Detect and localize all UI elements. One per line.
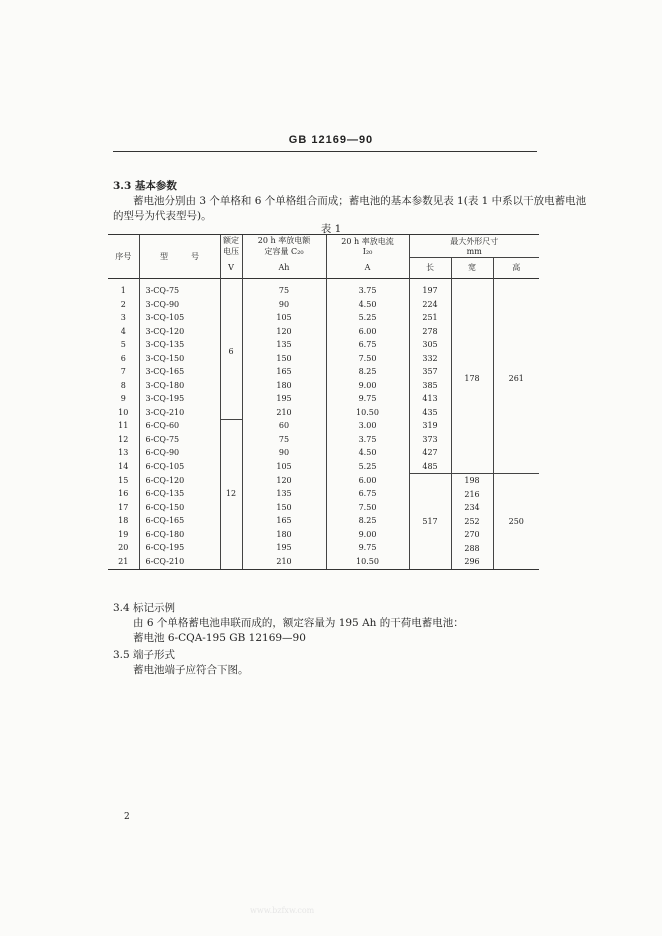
cell-capacity: 135	[242, 487, 326, 501]
header-capacity-line2: 定容量 C₂₀	[264, 247, 304, 256]
cell-current: 5.25	[326, 460, 409, 474]
width-value: 270	[464, 530, 480, 539]
section-3-4-line1: 由 6 个单格蓄电池串联而成的，额定容量为 195 Ah 的干荷电蓄电池：	[133, 617, 464, 629]
cell-capacity: 120	[242, 474, 326, 488]
cell-length: 485	[409, 460, 451, 474]
table-row	[108, 474, 539, 488]
cell-model: 6-CQ-75	[139, 433, 220, 447]
cell-current: 3.00	[326, 419, 409, 433]
cell-no: 13	[118, 448, 129, 457]
header-width: 宽	[451, 257, 493, 278]
cell-no: 6	[120, 353, 126, 363]
header-current-unit: A	[326, 257, 409, 278]
cell-current: 4.50	[326, 298, 409, 312]
header-rule	[113, 151, 537, 152]
cell-current: 10.50	[326, 406, 409, 420]
header-voltage	[220, 235, 242, 258]
cell-model: 6-CQ-165	[139, 514, 220, 528]
cell-length: 197	[409, 284, 451, 298]
cell-width-group2	[451, 474, 493, 570]
cell-current: 9.00	[326, 528, 409, 542]
cell-no: 10	[118, 407, 129, 417]
header-dimensions-unit: mm	[466, 246, 482, 256]
header-height: 高	[493, 257, 539, 278]
cell-capacity: 150	[242, 501, 326, 515]
cell-voltage-group1: 6	[220, 284, 242, 419]
width-value: 252	[464, 516, 480, 526]
cell-no: 16	[118, 489, 129, 499]
cell-no: 14	[118, 461, 129, 471]
section-3-4-heading: 3.4 标记示例	[113, 602, 176, 614]
cell-model: 3-CQ-150	[139, 352, 220, 366]
table-1	[108, 234, 539, 570]
cell-length: 305	[409, 338, 451, 352]
cell-model: 3-CQ-90	[139, 298, 220, 312]
width-value: 234	[464, 503, 480, 512]
cell-model: 6-CQ-120	[139, 474, 220, 488]
cell-length: 427	[409, 446, 451, 460]
cell-length: 373	[409, 433, 451, 447]
cell-current: 9.75	[326, 392, 409, 406]
cell-length: 332	[409, 352, 451, 366]
cell-current: 9.00	[326, 379, 409, 393]
cell-no: 21	[108, 555, 139, 569]
width-value: 288	[464, 543, 480, 553]
cell-no: 5	[120, 340, 126, 349]
cell-current: 8.25	[326, 514, 409, 528]
table-body	[108, 278, 539, 569]
cell-current: 6.75	[326, 487, 409, 501]
header-voltage-line2: 电压	[223, 247, 239, 256]
cell-current: 5.25	[326, 311, 409, 325]
watermark: www.bzfxw.com	[250, 906, 315, 915]
cell-no: 11	[118, 421, 129, 430]
cell-model: 6-CQ-105	[139, 460, 220, 474]
cell-current: 8.25	[326, 365, 409, 379]
width-value: 198	[464, 476, 480, 485]
cell-length: 224	[409, 298, 451, 312]
cell-capacity: 150	[242, 352, 326, 366]
width-value: 296	[464, 557, 480, 566]
cell-current: 7.50	[326, 352, 409, 366]
cell-model: 3-CQ-75	[139, 284, 220, 298]
header-current-line2: I₂₀	[362, 247, 373, 256]
cell-capacity: 180	[242, 528, 326, 542]
cell-current: 10.50	[326, 555, 409, 569]
section-3-3-paragraph-line2: 的型号为代表型号)。	[113, 210, 212, 222]
header-voltage-line1: 额定	[223, 236, 239, 245]
cell-width-group1: 178	[451, 284, 493, 474]
cell-current: 4.50	[326, 446, 409, 460]
header-dimensions	[409, 235, 539, 258]
page-header: GB 12169—90	[288, 134, 374, 146]
cell-model: 3-CQ-210	[139, 406, 220, 420]
cell-capacity: 210	[242, 406, 326, 420]
header-length: 长	[409, 257, 451, 278]
cell-model: 6-CQ-90	[139, 446, 220, 460]
cell-model: 6-CQ-60	[139, 419, 220, 433]
cell-length: 357	[409, 365, 451, 379]
cell-length: 435	[409, 406, 451, 420]
cell-model: 6-CQ-150	[139, 501, 220, 515]
cell-model: 6-CQ-135	[139, 487, 220, 501]
cell-capacity: 180	[242, 379, 326, 393]
cell-no: 19	[118, 529, 129, 539]
cell-current: 7.50	[326, 501, 409, 515]
cell-capacity: 90	[242, 298, 326, 312]
page-number: 2	[124, 812, 130, 822]
cell-no: 20	[118, 543, 129, 553]
cell-no: 1	[120, 286, 126, 295]
cell-no: 17	[118, 502, 129, 512]
cell-no: 9	[120, 394, 126, 403]
cell-current: 6.00	[326, 474, 409, 488]
cell-capacity: 75	[242, 284, 326, 298]
cell-current: 6.75	[326, 338, 409, 352]
header-model	[139, 235, 220, 279]
cell-model: 3-CQ-135	[139, 338, 220, 352]
cell-current: 9.75	[326, 541, 409, 555]
cell-capacity: 105	[242, 311, 326, 325]
cell-model: 3-CQ-195	[139, 392, 220, 406]
cell-current: 3.75	[326, 284, 409, 298]
header-capacity-line1: 20 h 率放电额	[257, 236, 311, 245]
cell-height-group1: 261	[493, 284, 539, 474]
cell-model: 3-CQ-165	[139, 365, 220, 379]
cell-capacity: 195	[242, 392, 326, 406]
cell-no: 12	[118, 434, 129, 444]
cell-model: 6-CQ-180	[139, 528, 220, 542]
cell-length: 385	[409, 379, 451, 393]
cell-model: 3-CQ-105	[139, 311, 220, 325]
width-value: 216	[464, 489, 480, 499]
cell-length-group2: 517	[409, 474, 451, 570]
cell-no: 3	[120, 313, 126, 322]
cell-capacity: 210	[242, 555, 326, 569]
cell-current: 3.75	[326, 433, 409, 447]
cell-capacity: 90	[242, 446, 326, 460]
header-model-part1: 型	[160, 251, 169, 261]
cell-length: 319	[409, 419, 451, 433]
cell-model: 6-CQ-210	[139, 555, 220, 569]
cell-length: 251	[409, 311, 451, 325]
cell-height-group2: 250	[493, 474, 539, 570]
cell-capacity: 135	[242, 338, 326, 352]
cell-capacity: 60	[242, 419, 326, 433]
cell-length: 413	[409, 392, 451, 406]
cell-model: 6-CQ-195	[139, 541, 220, 555]
cell-capacity: 195	[242, 541, 326, 555]
table-caption: 表 1	[320, 223, 342, 235]
header-model-part2: 号	[190, 251, 199, 261]
cell-length: 278	[409, 325, 451, 339]
cell-no: 2	[120, 299, 126, 309]
table-row	[108, 284, 539, 298]
cell-no: 4	[120, 326, 126, 336]
cell-no: 8	[120, 380, 126, 390]
cell-current: 6.00	[326, 325, 409, 339]
cell-capacity: 120	[242, 325, 326, 339]
header-current	[326, 235, 409, 258]
cell-no: 7	[120, 367, 126, 376]
cell-capacity: 105	[242, 460, 326, 474]
header-capacity-unit: Ah	[242, 257, 326, 278]
cell-capacity: 75	[242, 433, 326, 447]
section-3-3-heading: 3.3 基本参数	[113, 180, 177, 192]
header-capacity	[242, 235, 326, 258]
cell-capacity: 165	[242, 365, 326, 379]
cell-capacity: 165	[242, 514, 326, 528]
section-3-5-line1: 蓄电池端子应符合下图。	[133, 664, 249, 676]
cell-no: 18	[118, 516, 129, 526]
header-voltage-unit: V	[220, 257, 242, 278]
cell-no: 15	[118, 475, 129, 485]
header-no: 序号	[108, 235, 139, 279]
cell-voltage-group2: 12	[220, 419, 242, 569]
header-current-line1: 20 h 率放电流	[341, 237, 394, 246]
cell-model: 3-CQ-180	[139, 379, 220, 393]
header-dimensions-title: 最大外形尺寸	[450, 236, 499, 246]
section-3-4-line2: 蓄电池 6-CQA-195 GB 12169—90	[133, 632, 306, 644]
section-3-3-paragraph-line1: 蓄电池分别由 3 个单格和 6 个单格组合而成；蓄电池的基本参数见表 1(表 1 中系以干放电蓄电池	[133, 195, 587, 207]
section-3-5-heading: 3.5 端子形式	[113, 649, 176, 661]
cell-model: 3-CQ-120	[139, 325, 220, 339]
